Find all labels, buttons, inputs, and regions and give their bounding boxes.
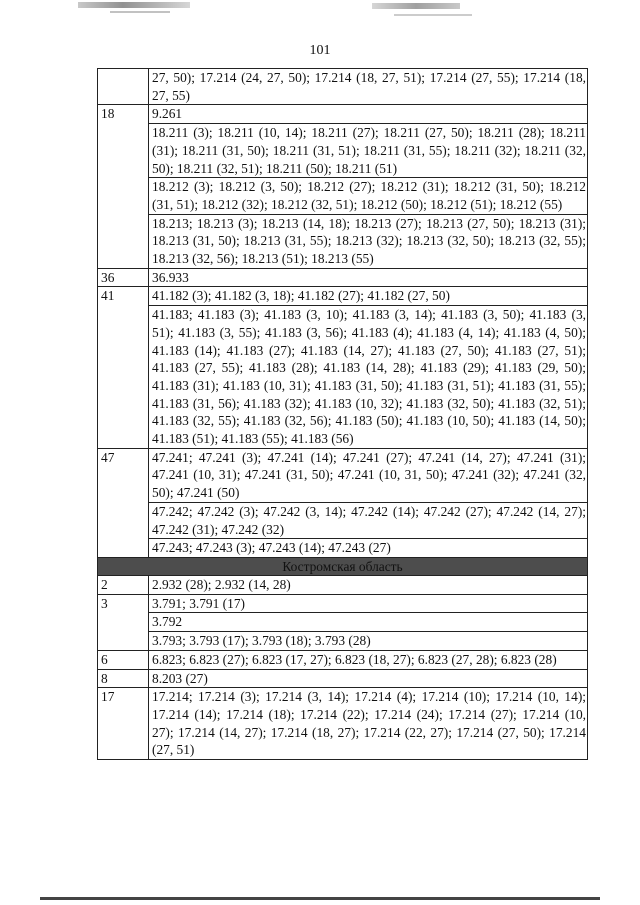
code-cell: 41 bbox=[98, 287, 149, 448]
code-cell: 47 bbox=[98, 448, 149, 557]
value-cell: 18.213; 18.213 (3); 18.213 (14, 18); 18.213 (27); 18.213 (27, 50); 18.213 (31); 18.213 (31, 50); 18.213 (31, 55); 18.213 (32); 18.213 (32, 50); 18.213 (32, 55); 18.213 (32, 56); 18.213 (51); 18.213 (55) bbox=[149, 214, 588, 268]
value-cell: 18.211 (3); 18.211 (10, 14); 18.211 (27); 18.211 (27, 50); 18.211 (28); 18.211 (31); 18.211 (31, 50); 18.211 (31, 51); 18.211 (31, 55); 18.211 (32); 18.211 (32, 50); 18.211 (32, 51); 18.211 (50); 18.211 (51) bbox=[149, 124, 588, 178]
value-cell: 8.203 (27) bbox=[149, 669, 588, 688]
code-cell: 8 bbox=[98, 669, 149, 688]
table-row bbox=[98, 124, 588, 178]
value-cell: 3.793; 3.793 (17); 3.793 (18); 3.793 (28) bbox=[149, 632, 588, 651]
scan-artifact-bottom-edge bbox=[40, 897, 600, 900]
value-cell: 27, 50); 17.214 (24, 27, 50); 17.214 (18, 27, 51); 17.214 (27, 55); 17.214 (18, 27, 55) bbox=[149, 69, 588, 105]
value-cell: 9.261 bbox=[149, 105, 588, 124]
code-cell: 18 bbox=[98, 105, 149, 268]
value-cell: 47.241; 47.241 (3); 47.241 (14); 47.241 (27); 47.241 (14, 27); 47.241 (31); 47.241 (10, 31); 47.241 (31, 50); 47.241 (10, 31, 50); 47.241 (32); 47.241 (32, 50); 47.241 (50) bbox=[149, 448, 588, 502]
table-row bbox=[98, 448, 588, 502]
value-cell: 36.933 bbox=[149, 268, 588, 287]
value-cell: 17.214; 17.214 (3); 17.214 (3, 14); 17.214 (4); 17.214 (10); 17.214 (10, 14); 17.214 (14); 17.214 (18); 17.214 (22); 17.214 (24); 17.214 (27); 17.214 (10, 27); 17.214 (14, 27); 17.214 (18, 27); 17.214 (22, 27); 17.214 (27, 50); 17.214 (27, 51) bbox=[149, 688, 588, 760]
scan-artifact-top-right-line bbox=[394, 14, 472, 16]
value-cell: 18.212 (3); 18.212 (3, 50); 18.212 (27); 18.212 (31); 18.212 (31, 50); 18.212 (31, 51); 18.212 (32); 18.212 (32, 51); 18.212 (50); 18.212 (51); 18.212 (55) bbox=[149, 178, 588, 214]
table-row bbox=[98, 632, 588, 651]
code-cell: 6 bbox=[98, 650, 149, 669]
table-row bbox=[98, 105, 588, 124]
table-row bbox=[98, 268, 588, 287]
scan-artifact-top-left-line bbox=[110, 11, 170, 13]
table-row bbox=[98, 178, 588, 214]
code-cell: 36 bbox=[98, 268, 149, 287]
code-cell bbox=[98, 69, 149, 105]
value-cell: 6.823; 6.823 (27); 6.823 (17, 27); 6.823 (18, 27); 6.823 (27, 28); 6.823 (28) bbox=[149, 650, 588, 669]
table-row bbox=[98, 669, 588, 688]
okved-codes-table bbox=[97, 68, 588, 760]
code-cell: 3 bbox=[98, 594, 149, 650]
table-row bbox=[98, 650, 588, 669]
table-row bbox=[98, 575, 588, 594]
code-cell: 17 bbox=[98, 688, 149, 760]
table-row bbox=[98, 613, 588, 632]
table-row bbox=[98, 287, 588, 306]
scan-artifact-top-right bbox=[372, 3, 460, 9]
table-row bbox=[98, 214, 588, 268]
table-row bbox=[98, 688, 588, 760]
value-cell: 3.791; 3.791 (17) bbox=[149, 594, 588, 613]
value-cell: 47.243; 47.243 (3); 47.243 (14); 47.243 (27) bbox=[149, 539, 588, 558]
table-row bbox=[98, 69, 588, 105]
table-row bbox=[98, 306, 588, 449]
code-cell: 2 bbox=[98, 575, 149, 594]
value-cell: 2.932 (28); 2.932 (14, 28) bbox=[149, 575, 588, 594]
table-row bbox=[98, 502, 588, 538]
value-cell: 41.182 (3); 41.182 (3, 18); 41.182 (27); 41.182 (27, 50) bbox=[149, 287, 588, 306]
scan-artifact-top-left bbox=[78, 2, 190, 8]
value-cell: 41.183; 41.183 (3); 41.183 (3, 10); 41.183 (3, 14); 41.183 (3, 50); 41.183 (3, 51); 41.183 (3, 55); 41.183 (3, 56); 41.183 (4); 41.183 (4, 14); 41.183 (4, 50); 41.183 (14); 41.183 (27); 41.183 (14, 27); 41.183 (27, 50); 41.183 (27, 51); 41.183 (27, 55); 41.183 (28); 41.183 (14, 28); 41.183 (29); 41.183 (29, 50); 41.183 (31); 41.183 (10, 31); 41.183 (31, 50); 41.183 (31, 51); 41.183 (31, 55); 41.183 (31, 56); 41.183 (32); 41.183 (10, 32); 41.183 (32, 50); 41.183 (32, 51); 41.183 (32, 55); 41.183 (32, 56); 41.183 (50); 41.183 (10, 50); 41.183 (14, 50); 41.183 (51); 41.183 (55); 41.183 (56) bbox=[149, 306, 588, 449]
region-header: Костромская область bbox=[98, 557, 588, 575]
value-cell: 3.792 bbox=[149, 613, 588, 632]
table-row bbox=[98, 594, 588, 613]
table-row bbox=[98, 539, 588, 558]
page-number: 101 bbox=[309, 43, 331, 58]
region-header-row bbox=[98, 557, 588, 575]
value-cell: 47.242; 47.242 (3); 47.242 (3, 14); 47.242 (14); 47.242 (27); 47.242 (14, 27); 47.242 (31); 47.242 (32) bbox=[149, 502, 588, 538]
